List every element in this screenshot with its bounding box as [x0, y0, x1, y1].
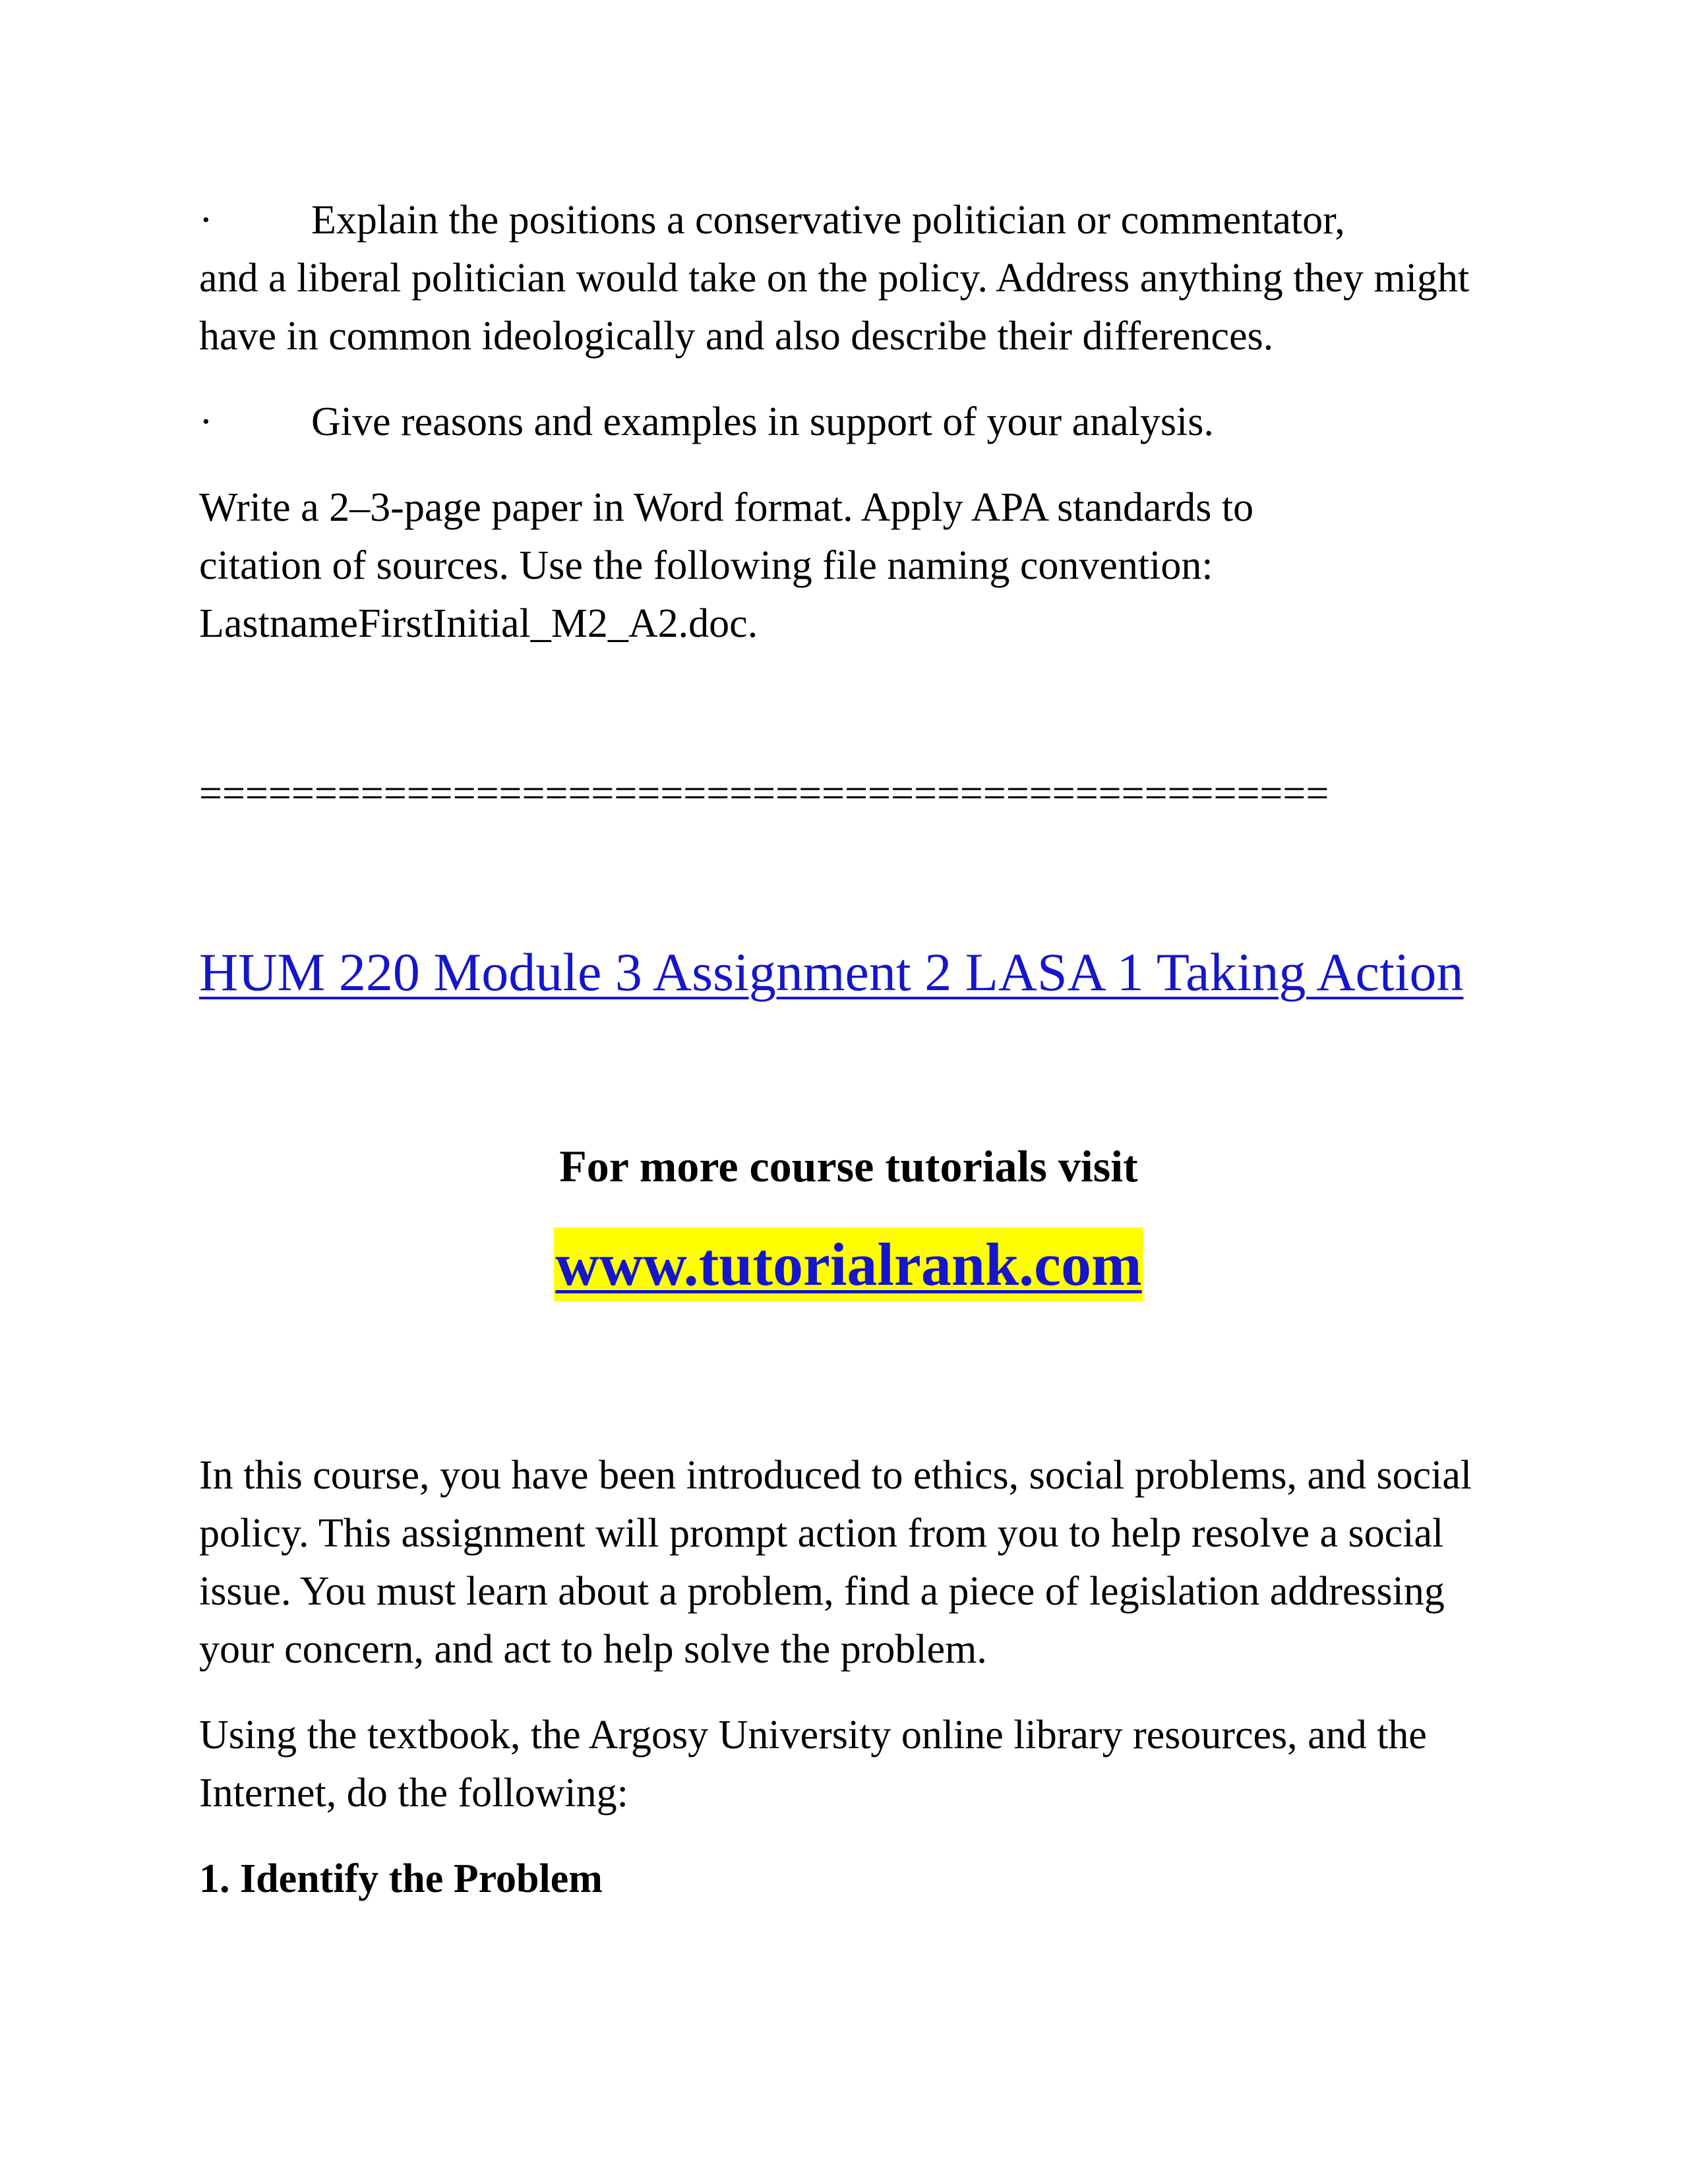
- bullet-item-reasons: [199, 393, 1518, 451]
- divider-line: =================================================: [199, 771, 1329, 816]
- write-paragraph: Write a 2–3-page paper in Word format. Apply APA standards to citation of sources. Use the following file naming convention: LastnameFirstInitial_M2_A2.doc.: [199, 485, 1254, 646]
- intro-paragraph: In this course, you have been introduced to ethics, social problems, and social policy. This assignment will prompt action from you to help resolve a social issue. You must learn about a problem, find a piece of legislation addressing your concern, and act to help solve the problem.: [199, 1453, 1472, 1672]
- bullet-marker: ·: [199, 198, 213, 243]
- document-page: [199, 191, 1518, 1908]
- using-paragraph: Using the textbook, the Argosy University online library resources, and the Internet, do the following:: [199, 1713, 1427, 1815]
- bullet-text: Explain the positions a conservative politician or commentator,: [311, 198, 1345, 243]
- assignment-title-link[interactable]: HUM 220 Module 3 Assignment 2 LASA 1 Taking Action: [199, 942, 1464, 1002]
- promo-site-wrap: [199, 1227, 1498, 1301]
- bullet-continuation: and a liberal politician would take on the policy. Address anything they might have in common ideologically and also describe their differences.: [199, 256, 1470, 359]
- bullet-text: Give reasons and examples in support of your analysis.: [311, 399, 1214, 444]
- promo-visit-text: For more course tutorials visit: [559, 1141, 1138, 1191]
- bullet-marker: ·: [199, 399, 213, 444]
- promo-site-link[interactable]: www.tutorialrank.com: [554, 1227, 1143, 1301]
- section-heading: 1. Identify the Problem: [199, 1856, 603, 1901]
- bullet-item-positions: [199, 191, 1518, 249]
